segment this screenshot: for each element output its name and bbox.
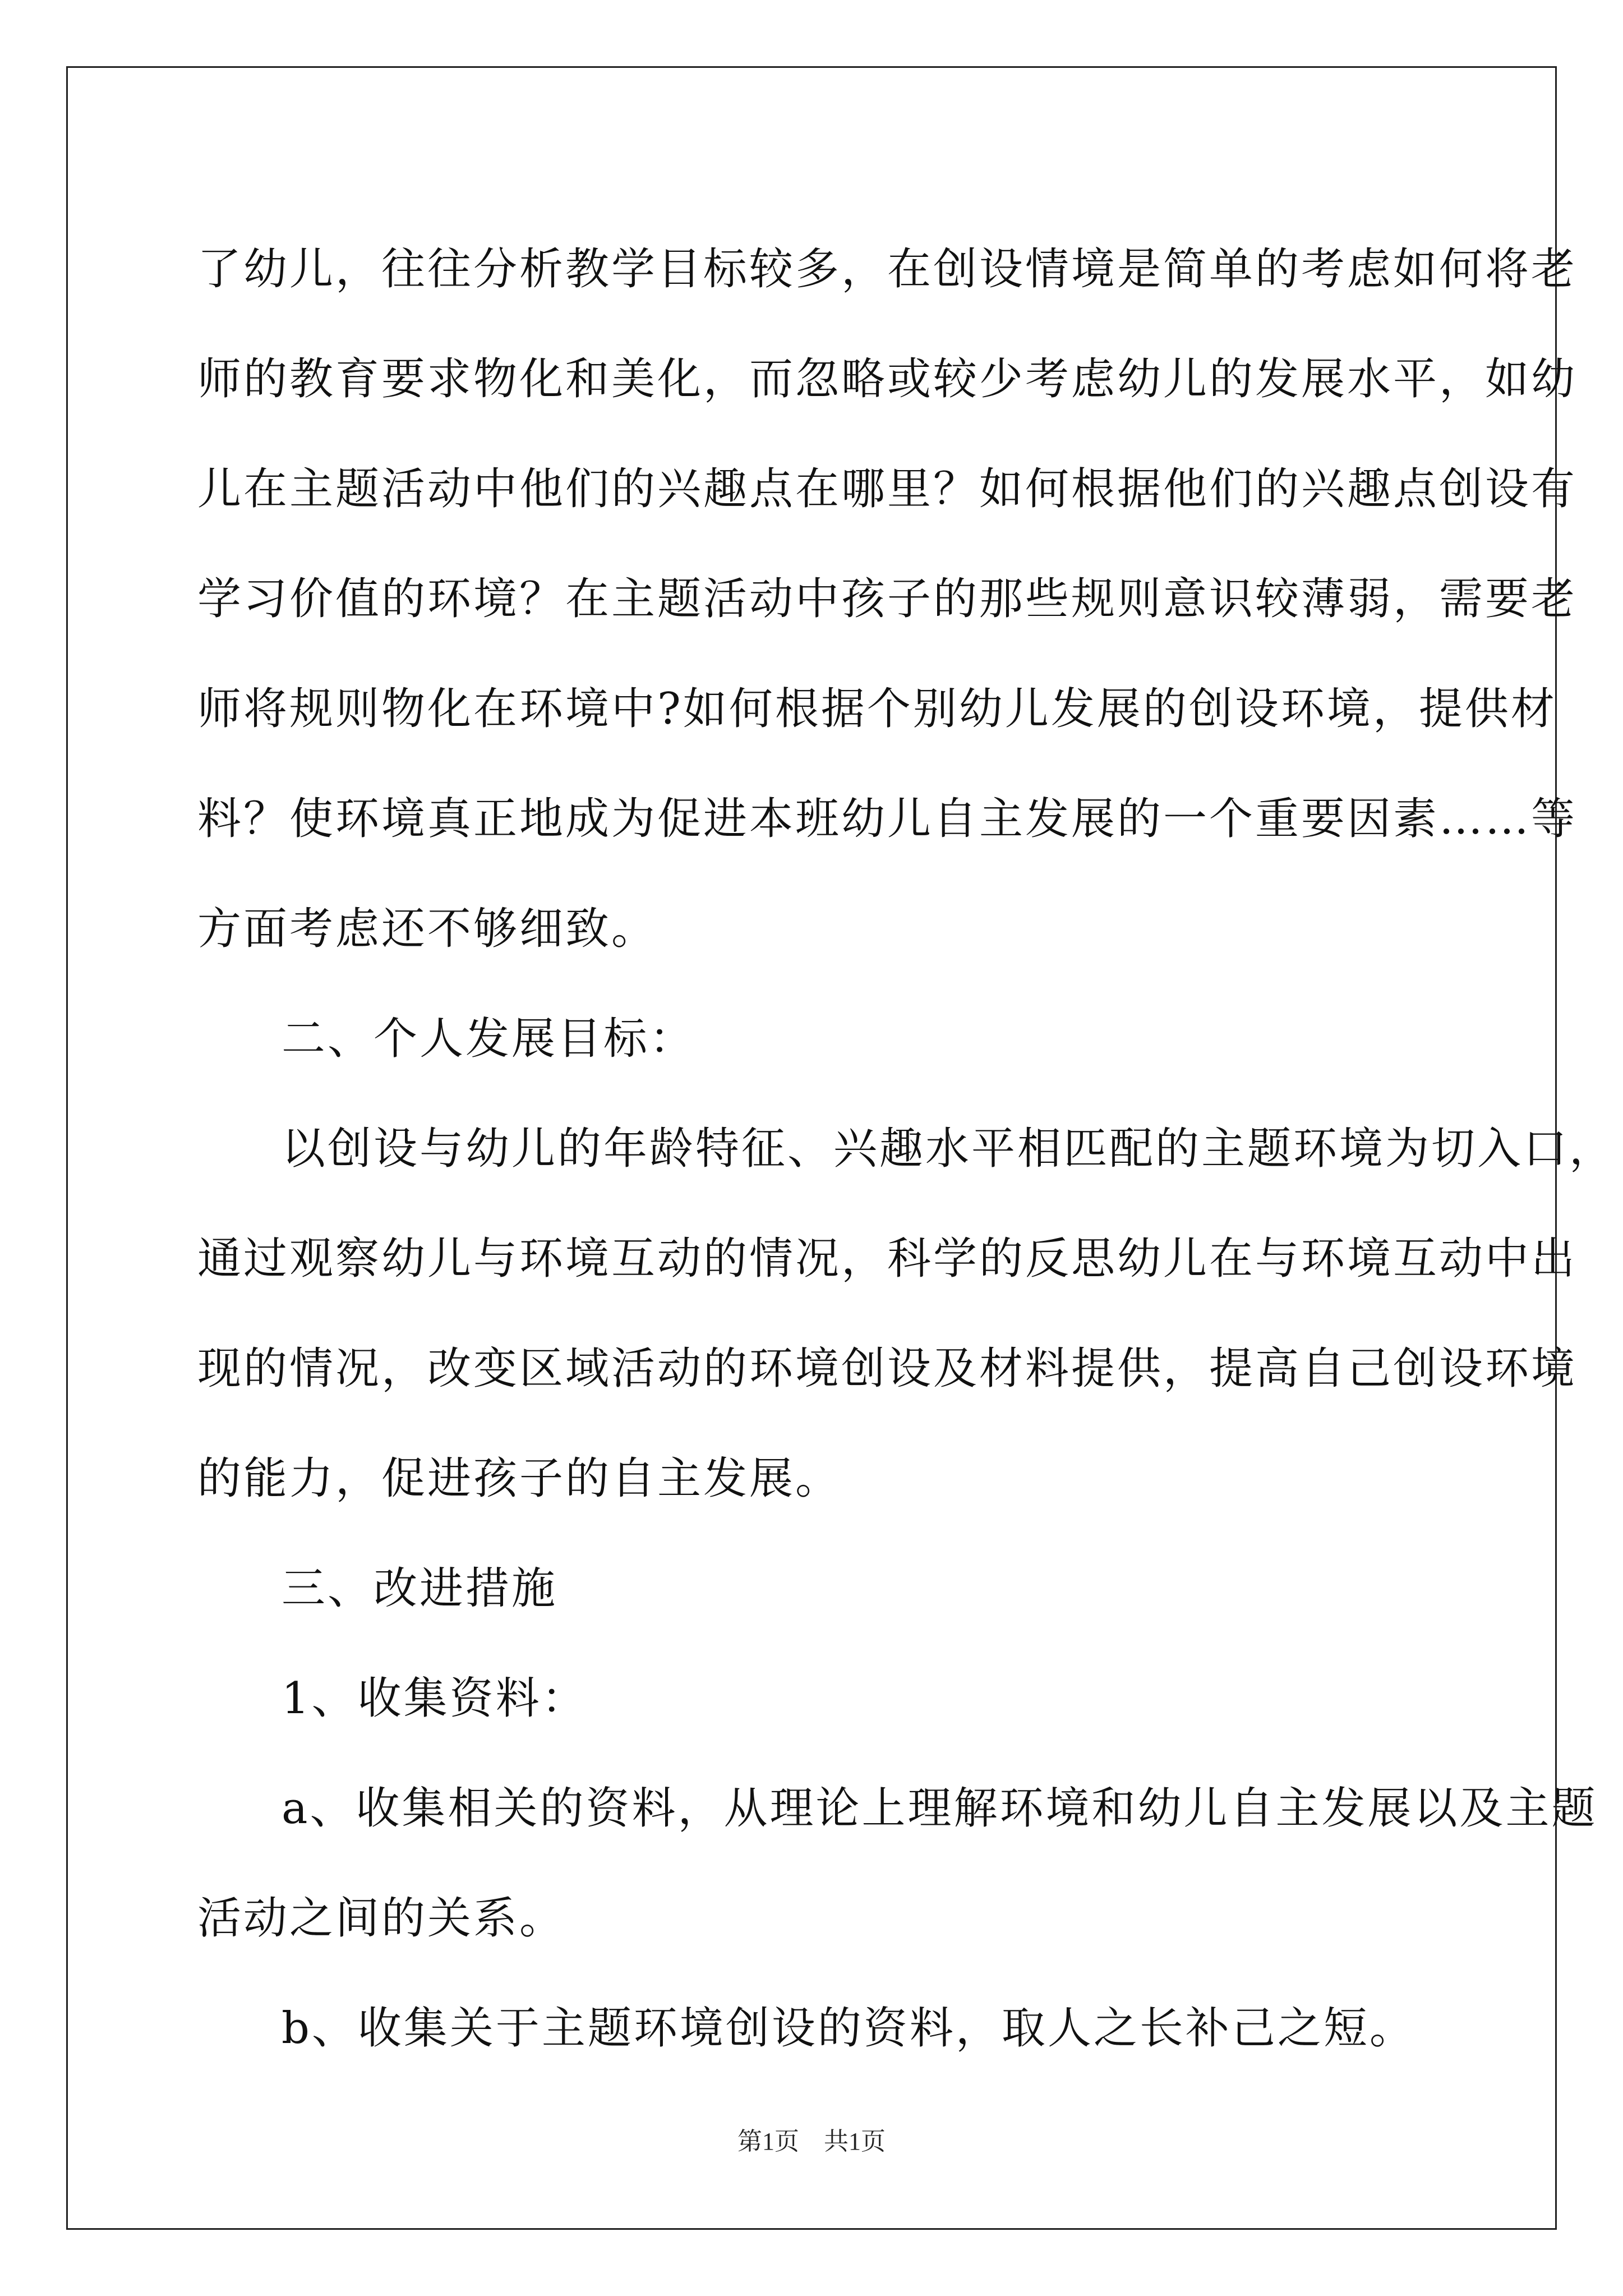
- document-body: [197, 214, 1616, 2083]
- text-line: 师的教育要求物化和美化，而忽略或较少考虑幼儿的发展水平，如幼: [197, 354, 1578, 404]
- text-line: 方面考虑还不够细致。: [197, 904, 658, 954]
- text-line: 师将规则物化在环境中?如何根据个别幼儿发展的创设环境，提供材: [197, 684, 1557, 734]
- section-heading: 二、个人发展目标：: [282, 1014, 696, 1064]
- text-line: 活动之间的关系。: [197, 1893, 566, 1944]
- page-number-footer: 第1页 共1页: [737, 2128, 886, 2155]
- subsection-heading: 1、收集资料：: [282, 1673, 588, 1724]
- paragraph-start: a、收集相关的资料，从理论上理解环境和幼儿自主发展以及主题: [282, 1783, 1598, 1834]
- text-line: 料？使环境真正地成为促进本班幼儿自主发展的一个重要因素……等: [197, 794, 1578, 844]
- paragraph-start: b、收集关于主题环境创设的资料，取人之长补己之短。: [282, 2003, 1415, 2054]
- text-line: 现的情况，改变区域活动的环境创设及材料提供，提高自己创设环境: [197, 1343, 1578, 1394]
- paragraph-start: 以创设与幼儿的年龄特征、兴趣水平相匹配的主题环境为切入口，: [282, 1124, 1616, 1174]
- text-line: 了幼儿，往往分析教学目标较多，在创设情境是简单的考虑如何将老: [197, 244, 1578, 295]
- text-line: 学习价值的环境？在主题活动中孩子的那些规则意识较薄弱，需要老: [197, 574, 1578, 624]
- text-line: 通过观察幼儿与环境互动的情况，科学的反思幼儿在与环境互动中出: [197, 1234, 1578, 1284]
- text-line: 儿在主题活动中他们的兴趣点在哪里？如何根据他们的兴趣点创设有: [197, 464, 1578, 514]
- text-line: 的能力，促进孩子的自主发展。: [197, 1453, 842, 1504]
- section-heading: 三、改进措施: [282, 1563, 558, 1614]
